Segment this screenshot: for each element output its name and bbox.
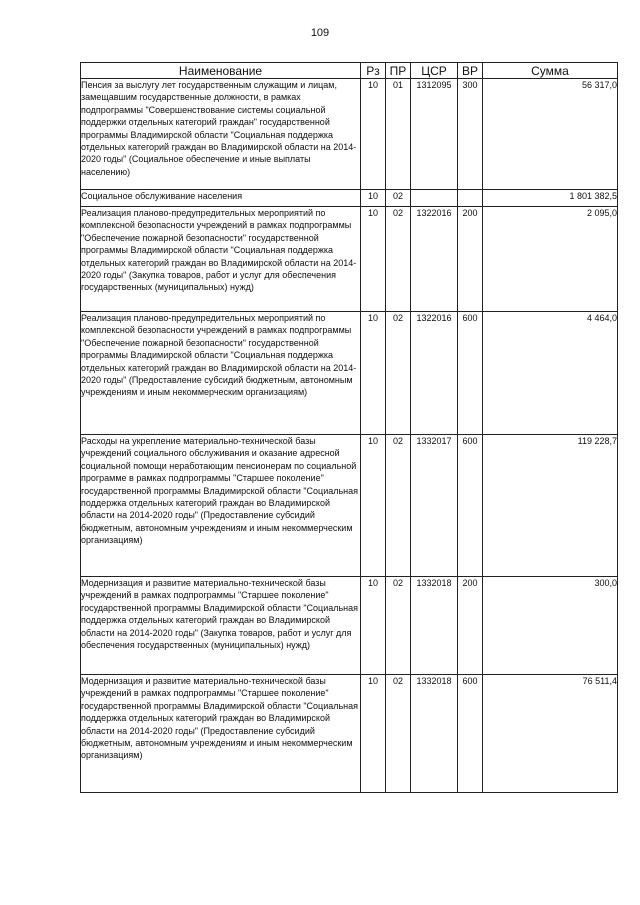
header-name: Наименование — [81, 63, 361, 79]
row-vr: 600 — [458, 675, 483, 793]
row-vr: 600 — [458, 312, 483, 435]
row-name: Реализация планово-предупредительных мероприятий по комплексной безопасности учреждений в рамках подпрограммы "Обеспечение пожарной безопасности" государственной программы Владимирской области "Социальная поддержка отдельных категорий граждан во Владимирской области на 2014-2020 годы" (Предоставление субсидий бюджетным, автономным учреждениям и иным некоммерческим организациям) — [81, 312, 361, 435]
row-name: Расходы на укрепление материально-технической базы учреждений социального обслуживания и оказание адресной социальной помощи неработающим пенсионерам по социальной программе в рамках подпрограммы "Старшее поколение" государственной программы Владимирской области "Социальная поддержка отдельных категорий граждан во Владимирской области на 2014-2020 годы" (Предоставление субсидий бюджетным, автономным учреждениям и иным некоммерческим организациям) — [81, 435, 361, 577]
table-row — [81, 79, 618, 190]
row-csr: 1312095 — [411, 79, 458, 190]
row-rz: 10 — [361, 577, 386, 675]
row-csr: 1332018 — [411, 675, 458, 793]
header-vr: ВР — [458, 63, 483, 79]
row-sum: 1 801 382,5 — [483, 190, 618, 207]
row-sum: 300,0 — [483, 577, 618, 675]
row-vr: 200 — [458, 577, 483, 675]
row-sum: 56 317,0 — [483, 79, 618, 190]
row-rz: 10 — [361, 207, 386, 312]
table-row — [81, 577, 618, 675]
row-pr: 02 — [386, 435, 411, 577]
row-sum: 4 464,0 — [483, 312, 618, 435]
row-pr: 02 — [386, 675, 411, 793]
row-pr: 02 — [386, 577, 411, 675]
row-csr: 1332018 — [411, 577, 458, 675]
row-rz: 10 — [361, 79, 386, 190]
row-name: Социальное обслуживание населения — [81, 190, 361, 207]
table-header-row — [81, 63, 618, 79]
table-row — [81, 435, 618, 577]
row-rz: 10 — [361, 190, 386, 207]
row-vr: 600 — [458, 435, 483, 577]
row-rz: 10 — [361, 312, 386, 435]
row-sum: 76 511,4 — [483, 675, 618, 793]
row-csr: 1322016 — [411, 312, 458, 435]
table-row — [81, 312, 618, 435]
row-rz: 10 — [361, 675, 386, 793]
row-sum: 2 095,0 — [483, 207, 618, 312]
row-pr: 02 — [386, 207, 411, 312]
row-pr: 02 — [386, 190, 411, 207]
row-name: Пенсия за выслугу лет государственным служащим и лицам, замещавшим государственные должности, в рамках подпрограммы "Совершенствование системы социальной поддержки отдельных категорий граждан" государственной программы Владимирской области "Социальная поддержка отдельных категорий граждан во Владимирской области на 2014-2020 годы" (Социальное обеспечение и иные выплаты населению) — [81, 79, 361, 190]
row-pr: 01 — [386, 79, 411, 190]
row-csr: 1332017 — [411, 435, 458, 577]
header-pr: ПР — [386, 63, 411, 79]
header-csr: ЦСР — [411, 63, 458, 79]
header-rz: Рз — [361, 63, 386, 79]
table-row — [81, 207, 618, 312]
page-number: 109 — [310, 27, 330, 39]
row-csr — [411, 190, 458, 207]
row-name: Реализация планово-предупредительных мероприятий по комплексной безопасности учреждений в рамках подпрограммы "Обеспечение пожарной безопасности" государственной программы Владимирской области "Социальная поддержка отдельных категорий граждан во Владимирской области на 2014-2020 годы" (Закупка товаров, работ и услуг для обеспечения государственных (муниципальных) нужд) — [81, 207, 361, 312]
table-row — [81, 190, 618, 207]
row-pr: 02 — [386, 312, 411, 435]
row-name: Модернизация и развитие материально-технической базы учреждений в рамках подпрограммы "Старшее поколение" государственной программы Владимирской области "Социальная поддержка отдельных категорий граждан во Владимирской области на 2014-2020 годы" (Закупка товаров, работ и услуг для обеспечения государственных (муниципальных) нужд) — [81, 577, 361, 675]
header-sum: Сумма — [483, 63, 618, 79]
row-sum: 119 228,7 — [483, 435, 618, 577]
table-row — [81, 675, 618, 793]
row-csr: 1322016 — [411, 207, 458, 312]
budget-table — [80, 62, 618, 793]
row-vr: 200 — [458, 207, 483, 312]
row-vr — [458, 190, 483, 207]
row-vr: 300 — [458, 79, 483, 190]
row-name: Модернизация и развитие материально-технической базы учреждений в рамках подпрограммы "Старшее поколение" государственной программы Владимирской области "Социальная поддержка отдельных категорий граждан во Владимирской области на 2014-2020 годы" (Предоставление субсидий бюджетным, автономным учреждениям и иным некоммерческим организациям) — [81, 675, 361, 793]
row-rz: 10 — [361, 435, 386, 577]
